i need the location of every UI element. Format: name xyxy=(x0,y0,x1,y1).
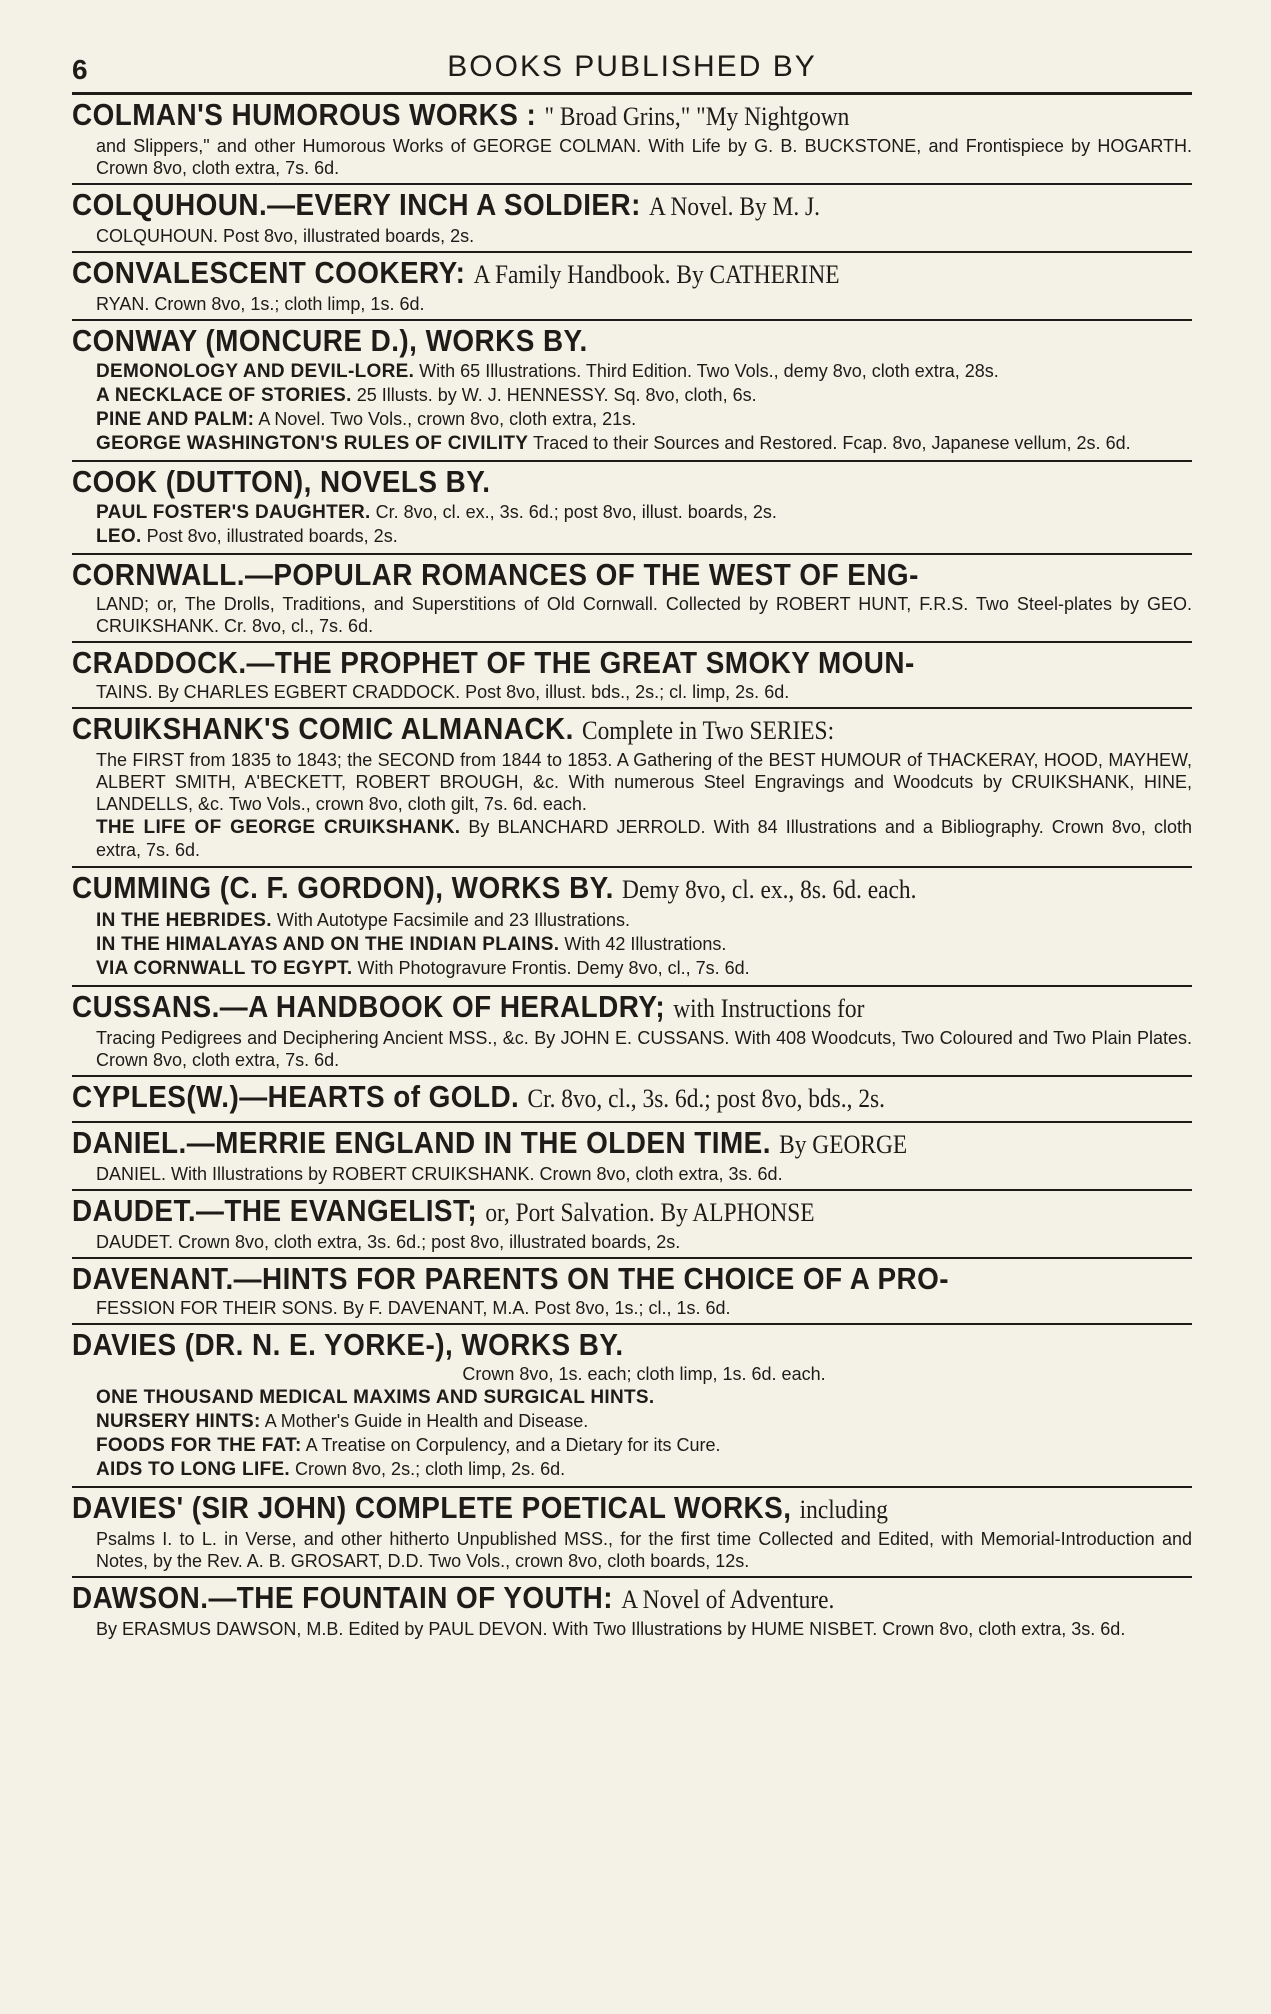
sub-entry-description: With Autotype Facsimile and 23 Illustrations. xyxy=(276,910,631,930)
entry-heading xyxy=(72,989,1191,1027)
entry-lead-text: A Novel. By M. J. xyxy=(649,192,821,221)
entry-title: COLMAN'S HUMOROUS WORKS : xyxy=(72,97,537,132)
entry-title: CYPLES(W.)—HEARTS of GOLD. xyxy=(72,1079,520,1114)
entry-heading xyxy=(72,1261,1191,1297)
entry-description: RYAN. Crown 8vo, 1s.; cloth limp, 1s. 6d. xyxy=(96,294,425,314)
entry-body xyxy=(72,501,1192,548)
entry-body xyxy=(72,1163,1192,1185)
entry-title: COLQUHOUN.—EVERY INCH A SOLDIER: xyxy=(72,187,641,222)
entry-title: DAVENANT.—HINTS FOR PARENTS ON THE CHOICE OF A PRO- xyxy=(72,1261,950,1296)
entry-body xyxy=(72,360,1192,455)
entry-title: DANIEL.—MERRIE ENGLAND IN THE OLDEN TIME. xyxy=(72,1125,771,1160)
catalogue-entry xyxy=(72,251,1192,319)
catalogue-entry xyxy=(72,1121,1192,1189)
sub-entry xyxy=(96,1458,1192,1481)
sub-entry-description: With Photogravure Frontis. Demy 8vo, cl., 7s. 6d. xyxy=(357,958,750,978)
catalogue-entry xyxy=(72,1257,1192,1323)
entry-title: CONWAY (MONCURE D.), WORKS BY. xyxy=(72,323,588,358)
sub-entry-title: PINE AND PALM: xyxy=(96,409,255,430)
catalogue-entry xyxy=(72,1576,1192,1644)
entry-lead-text: Cr. 8vo, cl., 3s. 6d.; post 8vo, bds., 2s. xyxy=(527,1084,885,1113)
entry-body xyxy=(72,681,1192,703)
running-head: BOOKS PUBLISHED BY xyxy=(447,50,817,83)
entry-title: COOK (DUTTON), NOVELS BY. xyxy=(72,464,491,499)
entry-body xyxy=(72,135,1192,179)
entry-description: LAND; or, The Drolls, Traditions, and Superstitions of Old Cornwall. Collected by ROBERT HUNT, F.R.S. Two Steel-plates by GEO. CRUIKSHANK. Cr. 8vo, cl., 7s. 6d. xyxy=(96,594,1192,636)
sub-entry-title: THE LIFE OF GEORGE CRUIKSHANK. xyxy=(96,817,461,838)
sub-entry-description: A Mother's Guide in Health and Disease. xyxy=(264,1411,589,1431)
catalogue-entry xyxy=(72,319,1192,460)
sub-entry xyxy=(96,1410,1192,1433)
entry-body xyxy=(72,1027,1192,1071)
entry-body xyxy=(72,1618,1192,1640)
entry-body xyxy=(72,293,1192,315)
sub-entry-description: A Treatise on Corpulency, and a Dietary for its Cure. xyxy=(305,1435,721,1455)
sub-entry-title: PAUL FOSTER'S DAUGHTER. xyxy=(96,502,371,523)
sub-entry-title: FOODS FOR THE FAT: xyxy=(96,1435,302,1456)
sub-entry-description: Post 8vo, illustrated boards, 2s. xyxy=(146,526,398,546)
sub-entry-title: LEO. xyxy=(96,526,142,547)
entry-body xyxy=(72,1528,1192,1572)
entry-body xyxy=(72,593,1192,637)
sub-entry-title: IN THE HEBRIDES. xyxy=(96,910,272,931)
sub-entry-title: AIDS TO LONG LIFE. xyxy=(96,1459,290,1480)
catalogue-entry xyxy=(72,641,1192,707)
catalogue-entry xyxy=(72,866,1192,985)
entry-title: CRADDOCK.—THE PROPHET OF THE GREAT SMOKY MOUN- xyxy=(72,645,915,680)
sub-entry xyxy=(96,384,1192,407)
entry-lead-text: A Family Handbook. By CATHERINE xyxy=(473,260,840,289)
sub-entry-description: By BLANCHARD JERROLD. With 84 Illustrations and a Bibliography. Crown 8vo, cloth extra, 7s. 6d. xyxy=(96,817,1192,860)
entry-heading xyxy=(72,255,1191,293)
entry-heading xyxy=(72,557,1191,593)
sub-entry xyxy=(96,933,1192,956)
catalogue-entry xyxy=(72,460,1192,553)
sub-entry-description: With 65 Illustrations. Third Edition. Two Vols., demy 8vo, cloth extra, 28s. xyxy=(419,361,999,381)
catalogue-entry xyxy=(72,183,1192,251)
entry-heading xyxy=(72,645,1191,681)
sub-entry-title: ONE THOUSAND MEDICAL MAXIMS AND SURGICAL HINTS. xyxy=(96,1387,655,1408)
entry-lead-text: " Broad Grins," "My Nightgown xyxy=(544,102,850,131)
catalogue-entry xyxy=(72,1189,1192,1257)
catalogue-entry xyxy=(72,1323,1192,1486)
sub-entry xyxy=(96,1434,1192,1457)
entry-lead-text: A Novel of Adventure. xyxy=(621,1585,835,1614)
entry-heading xyxy=(72,187,1191,225)
entry-price-line: Crown 8vo, 1s. each; cloth limp, 1s. 6d. each. xyxy=(462,1364,826,1384)
sub-entry-title: GEORGE WASHINGTON'S RULES OF CIVILITY xyxy=(96,433,529,454)
catalogue-entry xyxy=(72,707,1192,866)
sub-entry-title: IN THE HIMALAYAS AND ON THE INDIAN PLAINS. xyxy=(96,934,560,955)
entry-lead-text: with Instructions for xyxy=(673,994,865,1023)
sub-entry xyxy=(96,432,1192,455)
sub-entry xyxy=(96,408,1192,431)
entry-body xyxy=(72,1231,1192,1253)
sub-entry xyxy=(96,501,1192,524)
entry-title: CRUIKSHANK'S COMIC ALMANACK. xyxy=(72,711,574,746)
sub-entry-description: 25 Illusts. by W. J. HENNESSY. Sq. 8vo, cloth, 6s. xyxy=(356,385,757,405)
entry-title: DAWSON.—THE FOUNTAIN OF YOUTH: xyxy=(72,1580,613,1615)
entry-body xyxy=(72,1297,1192,1319)
entry-heading xyxy=(72,464,1191,500)
catalogue-entry xyxy=(72,553,1192,641)
entry-description: Psalms I. to L. in Verse, and other hitherto Unpublished MSS., for the first time Collected and Edited, with Memorial-Introduction and Notes, by the Rev. A. B. GROSART, D.D. Two Vols., crown 8vo, cloth boards, 12s. xyxy=(96,1529,1192,1571)
sub-entry-title: NURSERY HINTS: xyxy=(96,1411,261,1432)
sub-entry xyxy=(96,816,1192,861)
entry-lead-text: Complete in Two SERIES: xyxy=(581,716,835,745)
entry-heading xyxy=(72,1327,1191,1363)
sub-entry-description: A Novel. Two Vols., crown 8vo, cloth extra, 21s. xyxy=(258,409,637,429)
entry-title: CONVALESCENT COOKERY: xyxy=(72,255,466,290)
sub-entry xyxy=(96,957,1192,980)
entry-description: By ERASMUS DAWSON, M.B. Edited by PAUL DEVON. With Two Illustrations by HUME NISBET. Crown 8vo, cloth extra, 3s. 6d. xyxy=(96,1619,1126,1639)
entry-lead-text: or, Port Salvation. By ALPHONSE xyxy=(485,1198,815,1227)
entry-lead-text: By GEORGE xyxy=(779,1130,908,1159)
entry-body xyxy=(72,909,1192,980)
entry-title: DAVIES' (SIR JOHN) COMPLETE POETICAL WORKS, xyxy=(72,1490,792,1525)
entry-heading xyxy=(72,1490,1191,1528)
entry-heading xyxy=(72,870,1191,908)
entry-title: DAVIES (DR. N. E. YORKE-), WORKS BY. xyxy=(72,1327,624,1362)
entry-description: FESSION FOR THEIR SONS. By F. DAVENANT, M.A. Post 8vo, 1s.; cl., 1s. 6d. xyxy=(96,1298,731,1318)
sub-entry-description: Cr. 8vo, cl. ex., 3s. 6d.; post 8vo, illust. boards, 2s. xyxy=(375,502,777,522)
entry-heading xyxy=(72,711,1191,749)
entry-title: CORNWALL.—POPULAR ROMANCES OF THE WEST OF ENG- xyxy=(72,557,919,592)
catalogue-entry xyxy=(72,985,1192,1075)
catalogue-page xyxy=(72,28,1192,1644)
entry-description: The FIRST from 1835 to 1843; the SECOND from 1844 to 1853. A Gathering of the BEST HUMOUR of THACKERAY, HOOD, MAYHEW, ALBERT SMITH, A'BECKETT, ROBERT BROUGH, &c. With numerous Steel Engravings and Woodcuts by CRUIKSHANK, HINE, LANDELLS, &c. Two Vols., crown 8vo, cloth gilt, 7s. 6d. each. xyxy=(96,750,1192,814)
sub-entry-description: With 42 Illustrations. xyxy=(564,934,727,954)
catalogue-entry xyxy=(72,1075,1192,1121)
sub-entry xyxy=(96,360,1192,383)
entry-heading xyxy=(72,1125,1191,1163)
sub-entry-title: VIA CORNWALL TO EGYPT. xyxy=(96,958,353,979)
entry-description: DAUDET. Crown 8vo, cloth extra, 3s. 6d.; post 8vo, illustrated boards, 2s. xyxy=(96,1232,681,1252)
entry-heading xyxy=(72,1580,1191,1618)
catalogue-entry xyxy=(72,1486,1192,1576)
sub-entry-title: A NECKLACE OF STORIES. xyxy=(96,385,352,406)
entry-description: Tracing Pedigrees and Deciphering Ancient MSS., &c. By JOHN E. CUSSANS. With 408 Woodcuts, Two Coloured and Two Plain Plates. Crown 8vo, cloth extra, 7s. 6d. xyxy=(96,1028,1192,1070)
sub-entry xyxy=(96,909,1192,932)
entry-title: CUMMING (C. F. GORDON), WORKS BY. xyxy=(72,870,614,905)
page-header xyxy=(72,28,1192,92)
sub-entry-description: Crown 8vo, 2s.; cloth limp, 2s. 6d. xyxy=(295,1459,566,1479)
entry-heading xyxy=(72,1193,1191,1231)
sub-entry xyxy=(96,1386,1192,1409)
entry-list xyxy=(72,92,1192,1644)
entry-description: TAINS. By CHARLES EGBERT CRADDOCK. Post 8vo, illust. bds., 2s.; cl. limp, 2s. 6d. xyxy=(96,682,790,702)
entry-heading xyxy=(72,97,1191,135)
entry-body xyxy=(72,1363,1192,1481)
entry-heading xyxy=(72,1079,1191,1117)
page-number: 6 xyxy=(72,54,88,85)
entry-lead-text: Demy 8vo, cl. ex., 8s. 6d. each. xyxy=(622,875,917,904)
entry-body xyxy=(72,225,1192,247)
entry-title: DAUDET.—THE EVANGELIST; xyxy=(72,1193,478,1228)
sub-entry-description: Traced to their Sources and Restored. Fcap. 8vo, Japanese vellum, 2s. 6d. xyxy=(532,433,1131,453)
entry-description: COLQUHOUN. Post 8vo, illustrated boards, 2s. xyxy=(96,226,475,246)
entry-title: CUSSANS.—A HANDBOOK OF HERALDRY; xyxy=(72,989,666,1024)
entry-body xyxy=(72,749,1192,861)
sub-entry xyxy=(96,525,1192,548)
catalogue-entry xyxy=(72,92,1192,183)
sub-entry-title: DEMONOLOGY AND DEVIL-LORE. xyxy=(96,361,415,382)
entry-description: and Slippers," and other Humorous Works of GEORGE COLMAN. With Life by G. B. BUCKSTONE, and Frontispiece by HOGARTH. Crown 8vo, cloth extra, 7s. 6d. xyxy=(96,136,1192,178)
entry-lead-text: including xyxy=(799,1495,889,1524)
entry-description: DANIEL. With Illustrations by ROBERT CRUIKSHANK. Crown 8vo, cloth extra, 3s. 6d. xyxy=(96,1164,783,1184)
entry-heading xyxy=(72,323,1191,359)
